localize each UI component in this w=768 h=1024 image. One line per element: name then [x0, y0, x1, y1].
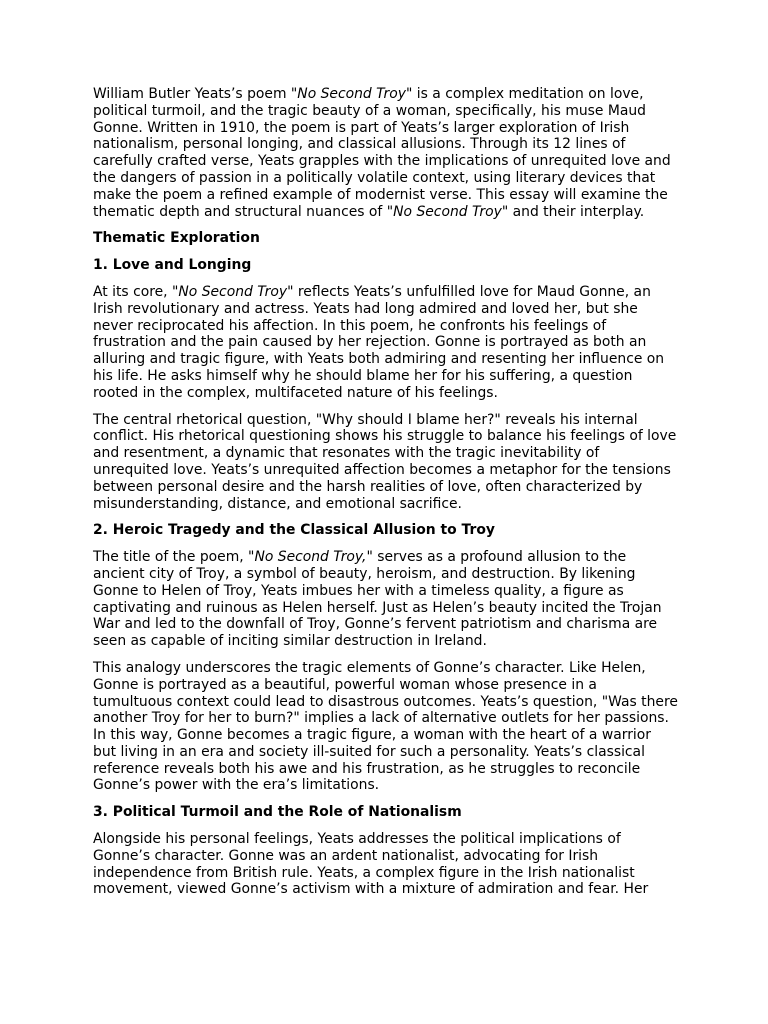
section-heading-thematic: Thematic Exploration: [93, 230, 260, 247]
political-paragraph-1: Alongside his personal feelings, Yeats addresses the political implications of Gonne’s character. Gonne was an ardent nationalist, advocating for Irish independence from British rule. Yeats, a complex figure in the Irish nationalist movement, viewed Gonne’s activism with a mixture of admiration and fear. Her: [93, 831, 649, 898]
love-p1-text-2: " reflects Yeats’s unfulfilled love for Maud Gonne, an Irish revolutionary and actress. Yeats had long admired and loved her, but she never reciprocated his affection. In this poem, he confronts his feelings of frustration and the pain caused by her rejection. Gonne is portrayed as both an alluring and tragic figure, with Yeats both admiring and resenting her influence on his life. He asks himself why he should blame her for his suffering, a question rooted in the complex, multifaceted nature of his feelings.: [93, 283, 665, 401]
tragedy-p1-text-1: The title of the poem, ": [93, 549, 255, 566]
document-page: [93, 86, 678, 908]
intro-text-2: " is a complex meditation on love, political turmoil, and the tragic beauty of a woman, specifically, his muse Maud Gonne. Written in 1910, the poem is part of Yeats’s larger exploration of Irish nationalism, personal longing, and classical allusions. Through its 12 lines of carefully crafted verse, Yeats grapples with the implications of unrequited love and the dangers of passion in a politically volatile context, using literary devices that make the poem a refined example of modernist verse. This essay will examine the thematic depth and structural nuances of ": [93, 86, 671, 220]
intro-paragraph: [93, 86, 678, 220]
love-paragraph-1: [93, 284, 678, 402]
intro-title-2: No Second Troy: [393, 203, 502, 220]
love-p1-title: No Second Troy: [178, 283, 288, 300]
tragedy-p1-title: No Second Troy,: [254, 549, 367, 566]
tragedy-p1-text-2: " serves as a profound allusion to the ancient city of Troy, a symbol of beauty, heroism, and destruction. By likening Gonne to Helen of Troy, Yeats imbues her with a timeless quality, a figure as captivating and ruinous as Helen herself. Just as Helen’s beauty incited the Trojan War and led to the downfall of Troy, Gonne’s fervent patriotism and charisma are seen as capable of inciting similar destruction in Ireland.: [93, 549, 662, 650]
subheading-heroic-tragedy: 2. Heroic Tragedy and the Classical Allusion to Troy: [93, 522, 495, 539]
love-p1-text-1: At its core, ": [93, 283, 179, 300]
love-paragraph-2: The central rhetorical question, "Why should I blame her?" reveals his internal conflict. His rhetorical questioning shows his struggle to balance his feelings of love and resentment, a dynamic that resonates with the tragic inevitability of unrequited love. Yeats’s unrequited affection becomes a metaphor for the tensions between personal desire and the harsh realities of love, often characterized by misunderstanding, distance, and emotional sacrifice.: [93, 411, 677, 512]
subheading-love-longing: 1. Love and Longing: [93, 257, 252, 274]
subheading-political-turmoil: 3. Political Turmoil and the Role of Nationalism: [93, 804, 462, 821]
tragedy-paragraph-2: This analogy underscores the tragic elements of Gonne’s character. Like Helen, Gonne is portrayed as a beautiful, powerful woman whose presence in a tumultuous context could lead to disastrous outcomes. Yeats’s question, "Was there another Troy for her to burn?" implies a lack of alternative outlets for her passions. In this way, Gonne becomes a tragic figure, a woman with the heart of a warrior but living in an era and society ill-suited for such a personality. Yeats’s classical reference reveals both his awe and his frustration, as he struggles to reconcile Gonne’s power with the era’s limitations.: [93, 659, 678, 794]
intro-title-1: No Second Troy: [297, 86, 406, 102]
tragedy-paragraph-1: [93, 549, 678, 650]
intro-text-3: " and their interplay.: [501, 203, 645, 220]
intro-text-1: William Butler Yeats’s poem ": [93, 86, 298, 102]
